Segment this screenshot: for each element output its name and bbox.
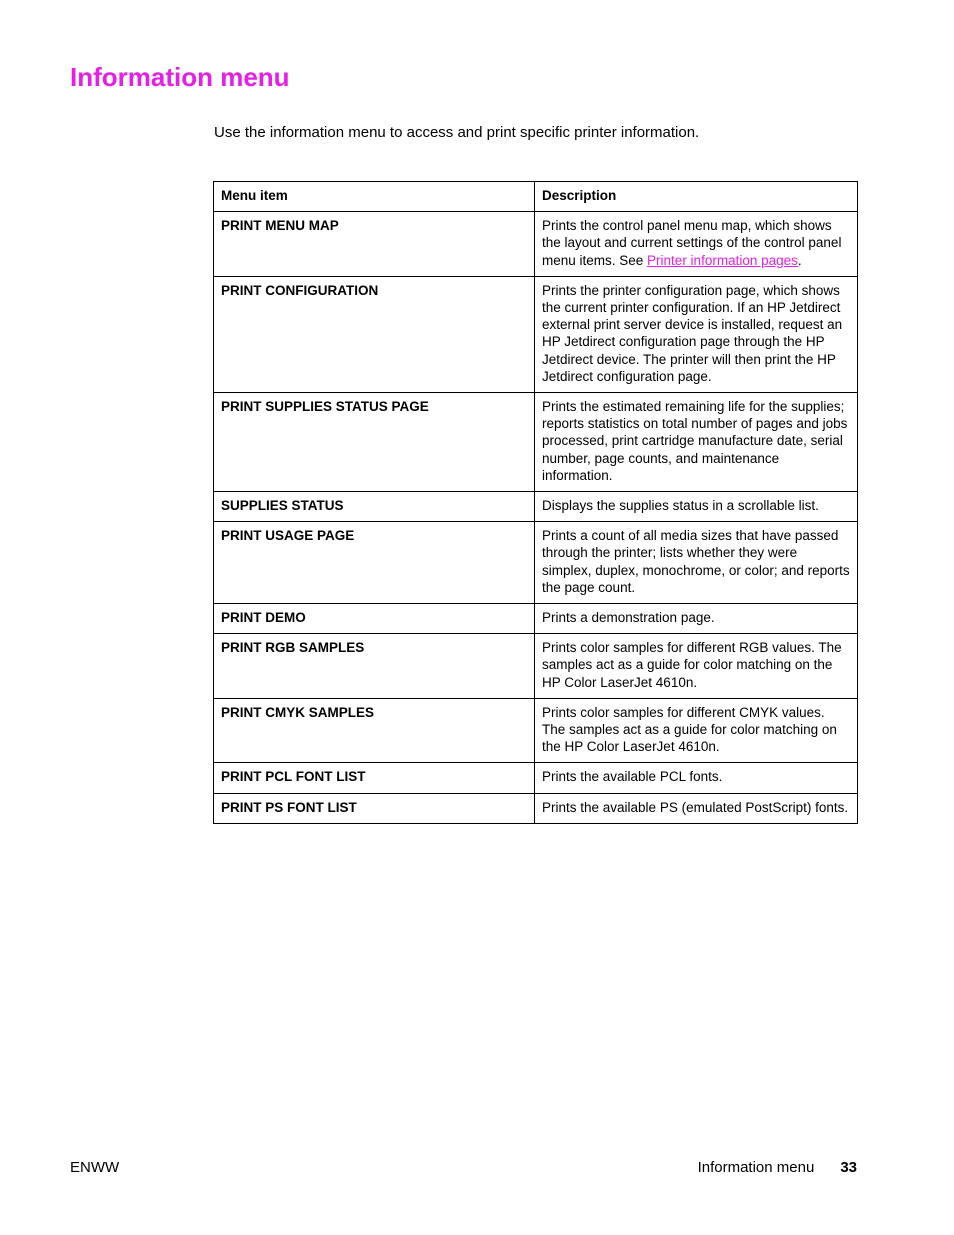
menu-item-cell: PRINT USAGE PAGE — [214, 522, 535, 604]
table-row — [214, 522, 858, 604]
footer-right — [698, 1159, 857, 1176]
table-row — [214, 492, 858, 522]
menu-item-cell: SUPPLIES STATUS — [214, 492, 535, 522]
page-number: 33 — [840, 1159, 857, 1176]
table-row — [214, 698, 858, 763]
description-text-end: . — [797, 252, 802, 268]
menu-item-cell: PRINT SUPPLIES STATUS PAGE — [214, 393, 535, 492]
description-cell: Prints the available PCL fonts. — [535, 763, 858, 793]
table-row — [214, 393, 858, 492]
footer-section-title: Information menu — [697, 1159, 815, 1176]
intro-paragraph: Use the information menu to access and print specific printer information. — [214, 124, 700, 141]
menu-item-cell: PRINT PCL FONT LIST — [214, 763, 535, 793]
table-row — [214, 276, 858, 392]
footer-enww: ENWW — [70, 1159, 120, 1176]
page-title: Information menu — [70, 62, 290, 92]
menu-item-cell: PRINT PS FONT LIST — [214, 793, 535, 823]
menu-item-cell: PRINT MENU MAP — [214, 212, 535, 277]
printer-information-pages-link[interactable]: Printer information pages — [647, 252, 798, 268]
menu-item-cell: PRINT RGB SAMPLES — [214, 634, 535, 699]
table-row — [214, 763, 858, 793]
description-cell: Prints the available PS (emulated PostScript) fonts. — [535, 793, 858, 823]
information-menu-table — [213, 181, 858, 824]
description-cell — [535, 212, 858, 277]
description-text: Prints the control panel menu map, which shows the layout and current settings of the control panel menu items. See — [542, 218, 842, 268]
description-cell: Prints the printer configuration page, which shows the current printer configuration. If an HP Jetdirect external print server device is installed, request an HP Jetdirect configuration page through the HP Jetdirect device. The printer will then print the HP Jetdirect configuration page. — [535, 276, 858, 392]
description-cell: Prints color samples for different CMYK values. The samples act as a guide for color matching on the HP Color LaserJet 4610n. — [535, 698, 858, 763]
table-row — [214, 212, 858, 277]
description-cell: Displays the supplies status in a scrollable list. — [535, 492, 858, 522]
menu-item-cell: PRINT DEMO — [214, 604, 535, 634]
description-cell: Prints a demonstration page. — [535, 604, 858, 634]
header-description: Description — [535, 182, 858, 212]
table-row — [214, 604, 858, 634]
menu-item-cell: PRINT CMYK SAMPLES — [214, 698, 535, 763]
description-cell: Prints the estimated remaining life for the supplies; reports statistics on total number of pages and jobs processed, print cartridge manufacture date, serial number, page counts, and maintenance information. — [535, 393, 858, 492]
description-cell: Prints color samples for different RGB values. The samples act as a guide for color matching on the HP Color LaserJet 4610n. — [535, 634, 858, 699]
header-menu-item: Menu item — [214, 182, 535, 212]
table-row — [214, 793, 858, 823]
menu-item-cell: PRINT CONFIGURATION — [214, 276, 535, 392]
description-cell: Prints a count of all media sizes that have passed through the printer; lists whether they were simplex, duplex, monochrome, or color; and reports the page count. — [535, 522, 858, 604]
table-header-row — [214, 182, 858, 212]
table-row — [214, 634, 858, 699]
